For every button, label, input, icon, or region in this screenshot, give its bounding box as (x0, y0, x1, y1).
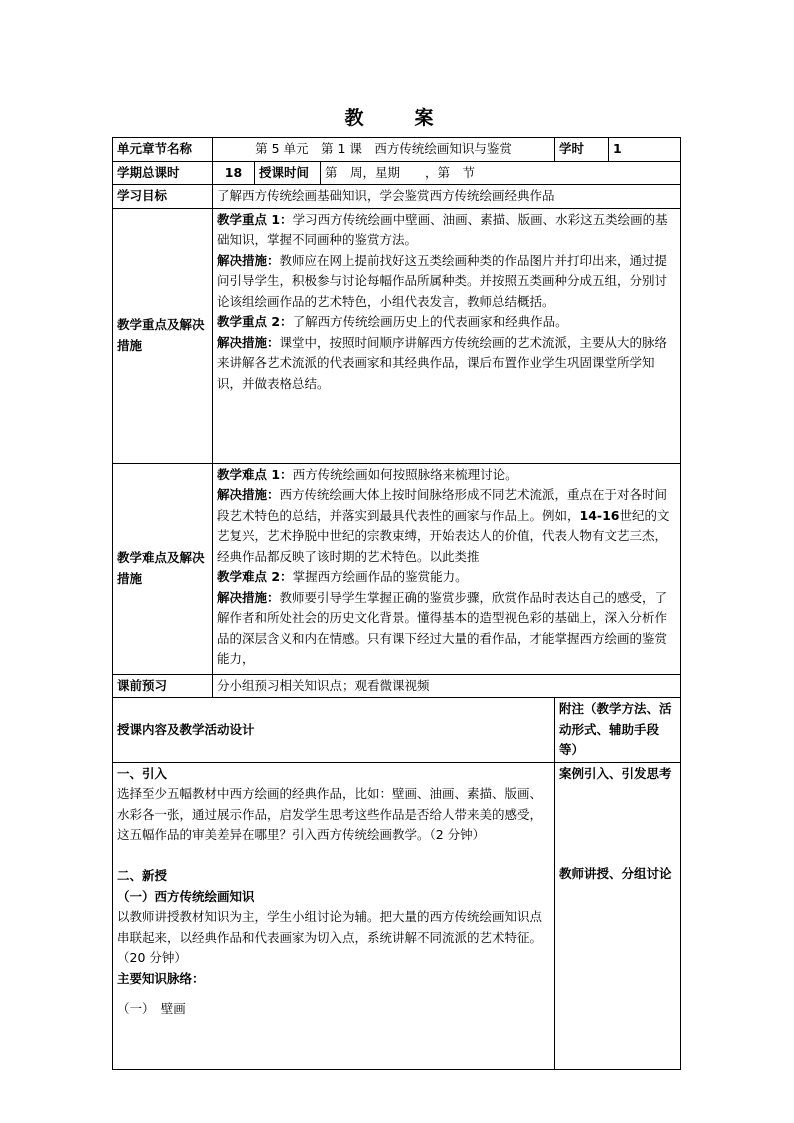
row-term (113, 161, 681, 185)
diff-point2-label: 教学难点 2： (217, 569, 293, 584)
difficulties-label: 教学难点及解决措施 (113, 463, 213, 674)
key-measure1-text: 教师应在网上提前找好这五类绘画种类的作品图片并打印出来，通过提问引导学生，积极参与讨论每幅作品所属种类。并按照五类画种分成五组，分别讨论该组绘画作品的艺术特色，小组代表发言，教师总结概括。 (217, 252, 668, 309)
key-points-content (213, 208, 681, 463)
key-point1-label: 教学重点 1： (217, 211, 293, 227)
diff-measure1-text2: 世纪的文艺复兴，艺术挣脱中世纪的宗教束缚，开始表达人的价值，代表人物有文艺三杰，经典作品都反映了该时期的艺术特色。以此类推 (217, 507, 670, 564)
term-value: 18 (213, 161, 255, 185)
design-label: 授课内容及教学活动设计 (113, 698, 555, 763)
key-measure2-text: 课堂中，按照时间顺序讲解西方传统绘画的艺术流派，主要从大的脉络来讲解各艺术流派的代表画家和其经典作品，课后布置作业学生巩固课堂所学知识，并做表格总结。 (217, 334, 668, 391)
diff-point2-text: 掌握西方绘画作品的鉴赏能力。 (292, 569, 468, 584)
unit-label: 单元章节名称 (113, 138, 213, 162)
row-key-points (113, 208, 681, 463)
diff-point1-text: 西方传统绘画如何按照脉络来梳理讨论。 (292, 466, 518, 482)
lesson-plan-table (112, 137, 681, 1070)
preview-value: 分小组预习相关知识点；观看微课视频 (213, 674, 681, 698)
goal-value: 了解西方传统绘画基础知识，学会鉴赏西方传统绘画经典作品 (213, 185, 681, 209)
diff-point1-label: 教学难点 1： (217, 466, 293, 482)
section2-text: 以教师讲授教材知识为主，学生小组讨论为辅。把大量的西方传统绘画知识点串联起来，以经典作品和代表画家为切入点，系统讲解不同流派的艺术特征。（20 分钟） (117, 909, 543, 965)
difficulties-content (213, 463, 681, 674)
row-goal (113, 185, 681, 209)
unit-value: 第 5 单元 第 1 课 西方传统绘画知识与鉴赏 (213, 138, 555, 162)
section1-title: 一、引入 (117, 765, 168, 781)
note-label: 附注（教学方法、活动形式、辅助手段等） (555, 698, 681, 763)
document-title: 教 案 (344, 107, 450, 129)
term-label: 学期总课时 (113, 161, 213, 185)
key-measure2-label: 解决措施： (217, 334, 280, 350)
key-point2-label: 教学重点 2： (217, 314, 293, 329)
row-preview (113, 674, 681, 698)
diff-measure1-text: 西方传统绘画大体上按时间脉络形成不同艺术流派，重点在于对各时间段艺术特色的总结，并落实到最具代表性的画家与作品上。例如， (217, 487, 668, 523)
section2-main: 主要知识脉络： (117, 970, 205, 986)
time-label: 授课时间 (255, 161, 321, 185)
hours-value: 1 (609, 138, 681, 162)
design-notes (555, 762, 681, 1069)
note-2: 教师讲授、分组讨论 (559, 866, 672, 881)
time-value: 第 周，星期 ，第 节 (321, 161, 681, 185)
preview-label: 课前预习 (113, 674, 213, 698)
key-point2-text: 了解西方传统绘画历史上的代表画家和经典作品。 (292, 314, 568, 329)
note-1: 案例引入、引发思考 (559, 765, 672, 781)
diff-measure2-text: 教师要引导学生掌握正确的鉴赏步骤，欣赏作品时表达自己的感受，了解作者和所处社会的历史文化背景。懂得基本的造型视色彩的基础上，深入分析作品的深层含义和内在情感。只有课下经过大量的看作品，才能掌握西方绘画的鉴赏能力， (217, 589, 668, 666)
section1-text: 选择至少五幅教材中西方绘画的经典作品，比如：壁画、油画、素描、版画、水彩各一张，通过展示作品，启发学生思考这些作品是否给人带来美的感受，这五幅作品的审美差异在哪里？引入西方传统绘画教学。（2 分钟） (117, 786, 543, 842)
row-unit (113, 138, 681, 162)
design-content (113, 762, 555, 1069)
hours-label: 学时 (555, 138, 609, 162)
row-design-header (113, 698, 681, 763)
row-design-content (113, 762, 681, 1069)
section2-title: 二、新授 (117, 868, 168, 883)
key-measure1-label: 解决措施： (217, 252, 280, 268)
section2-subtitle: （一）西方传统绘画知识 (117, 888, 255, 904)
section2-item: （一） 壁画 (117, 1001, 186, 1016)
key-point1-text: 学习西方传统绘画中壁画、油画、素描、版画、水彩这五类绘画的基础知识，掌握不同画种的鉴赏方法。 (217, 211, 668, 247)
row-difficulties (113, 463, 681, 674)
diff-measure2-label: 解决措施： (217, 589, 280, 605)
diff-measure1-label: 解决措施： (217, 487, 280, 502)
diff-measure1-bold: 14-16 (579, 507, 620, 523)
goal-label: 学习目标 (113, 185, 213, 209)
key-points-label: 教学重点及解决措施 (113, 208, 213, 463)
